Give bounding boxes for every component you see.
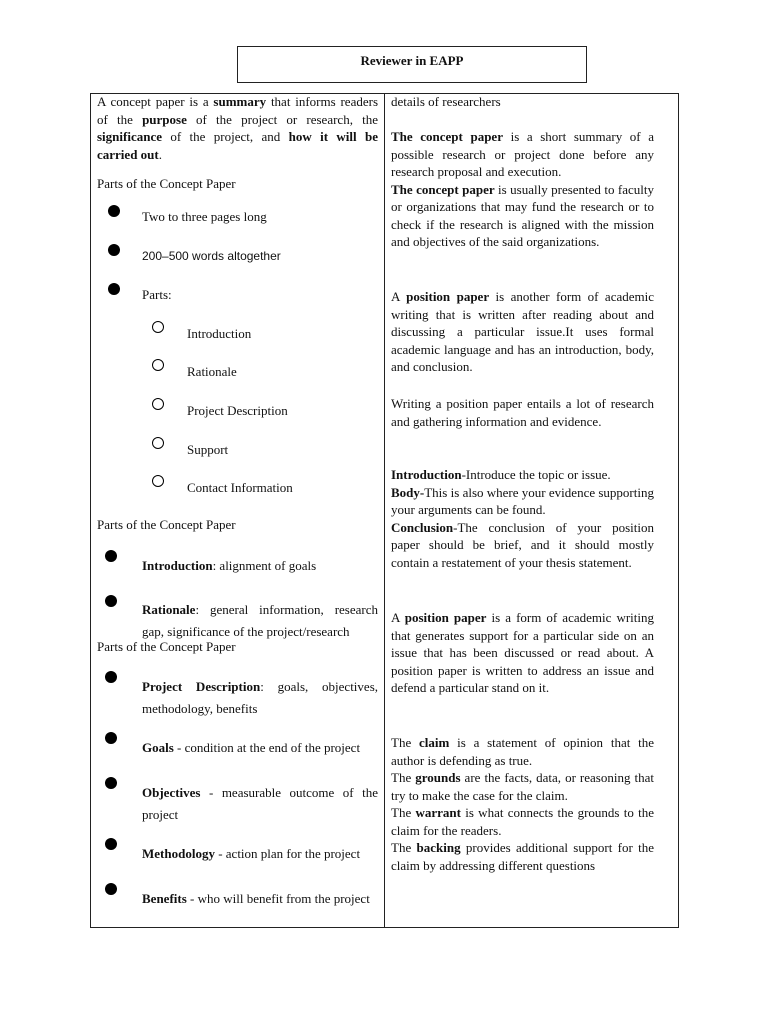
sub-list-item: Support: [187, 442, 229, 457]
column-divider: [384, 93, 385, 928]
bullet-icon: [105, 883, 117, 895]
argument-elements: The claim is a statement of opinion that the author is defending as true. The grounds are the facts, data, or reasoning that try to make the case for the claim. The warrant is what connects the grounds to the claim for the readers. The backing provides additional support for the claim by addressing different questions: [391, 735, 655, 873]
page-title: Reviewer in EAPP: [237, 46, 587, 83]
bullet-icon: [105, 838, 117, 850]
bullet-icon: [108, 205, 120, 217]
list-item-rationale: Rationale: general information, research gap, significance of the project/research: [142, 602, 378, 639]
bullet-icon: [108, 244, 120, 256]
position-paper-form: A position paper is a form of academic writing that generates support for a particular side on an issue that has been discussed or read about. A position paper is written to address an issue and defend a particular stand on it.: [391, 610, 655, 695]
sub-list-item: Project Description: [187, 403, 288, 418]
list-item-benefits: Benefits - who will benefit from the project: [142, 891, 370, 906]
sub-bullet-icon: [152, 321, 164, 333]
list-item-goals: Goals - condition at the end of the project: [142, 740, 361, 755]
concept-paper-summary: The concept paper is a short summary of a possible research or project done before any research proposal and execution. The concept paper is usually presented to faculty or organizations that may fund the research or to check if the research is aligned with the mission and objectives of the said organizations.: [391, 129, 655, 249]
sub-bullet-icon: [152, 475, 164, 487]
sub-list-item: Introduction: [187, 326, 252, 341]
concept-paper-definition: A concept paper is a summary that informs readers of the purpose of the project or research, the significance of the project, and how it will be carried out.: [97, 94, 379, 162]
list-item: 200–500 words altogether: [142, 249, 281, 263]
section-heading: Parts of the Concept Paper: [97, 517, 236, 532]
position-paper-parts: Introduction-Introduce the topic or issue. Body-This is also where your evidence supporting your arguments can be found. Conclusion-The conclusion of your position paper should be brief, and it should mostly contain a restatement of your thesis statement.: [391, 467, 654, 570]
sub-bullet-icon: [152, 359, 164, 371]
position-paper-definition: A position paper is another form of academic writing that is written after reading about and discussing a particular issue.It uses formal academic language and has an introduction, body, and conclusion.: [391, 289, 655, 374]
sub-list-item: Contact Information: [187, 480, 293, 495]
list-item-objectives: Objectives - measurable outcome of the project: [142, 785, 378, 822]
list-item: Parts:: [142, 287, 172, 302]
sub-bullet-icon: [152, 398, 164, 410]
details-text: details of researchers: [391, 94, 501, 109]
list-item-project-description: Project Description: goals, objectives, methodology, benefits: [142, 679, 378, 716]
list-item-introduction: Introduction: alignment of goals: [142, 558, 317, 573]
section-heading: Parts of the Concept Paper: [97, 639, 236, 654]
section-heading: Parts of the Concept Paper: [97, 176, 236, 191]
list-item: Two to three pages long: [142, 209, 267, 224]
list-item-methodology: Methodology - action plan for the project: [142, 846, 361, 861]
writing-paragraph: Writing a position paper entails a lot of research and gathering information and evidence.: [391, 396, 654, 429]
bullet-icon: [105, 595, 117, 607]
bullet-icon: [105, 550, 117, 562]
sub-list-item: Rationale: [187, 364, 237, 379]
bullet-icon: [105, 732, 117, 744]
bullet-icon: [105, 671, 117, 683]
bullet-icon: [108, 283, 120, 295]
bullet-icon: [105, 777, 117, 789]
sub-bullet-icon: [152, 437, 164, 449]
